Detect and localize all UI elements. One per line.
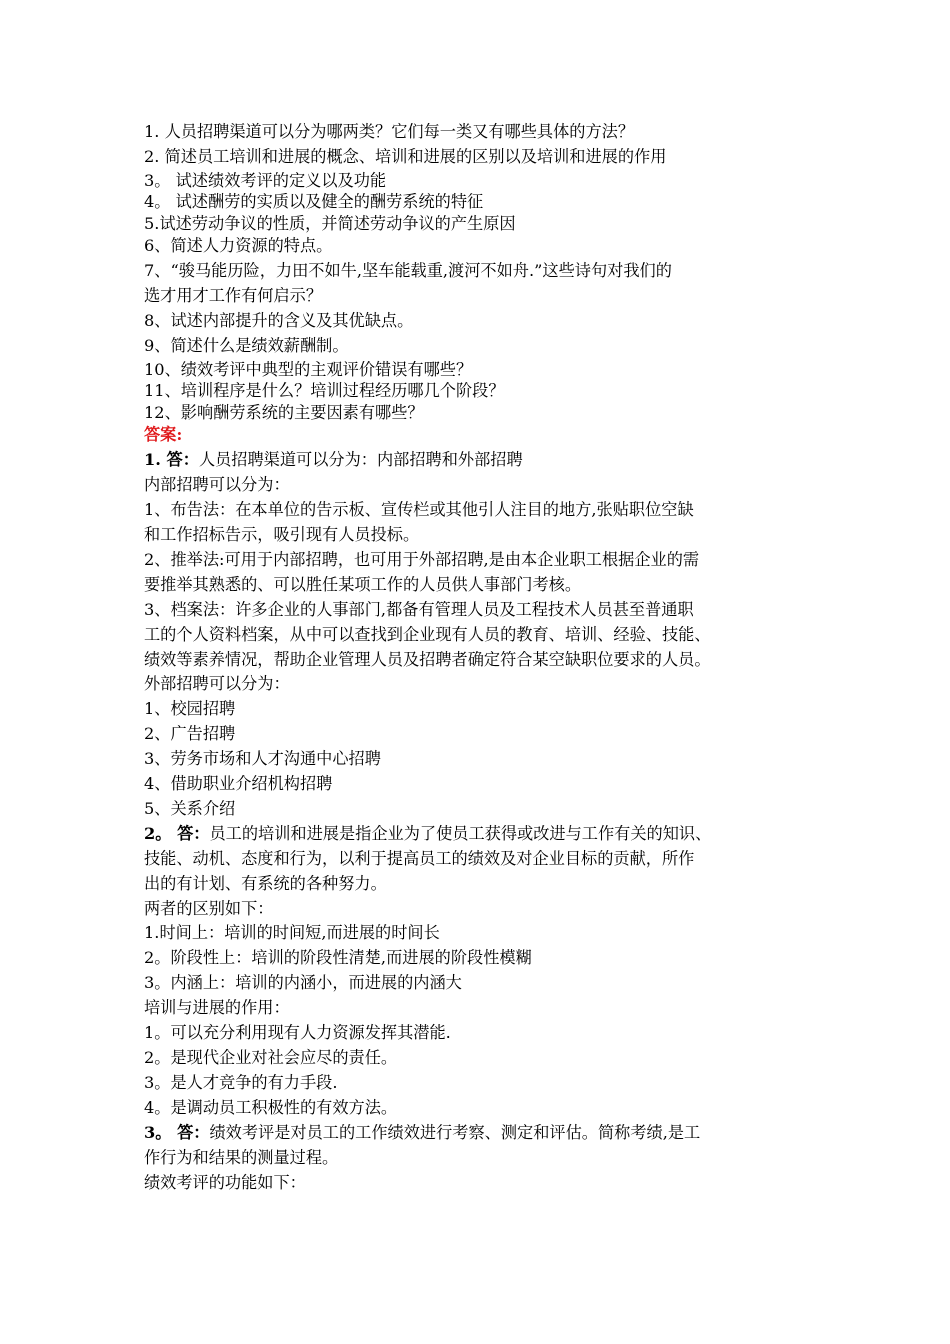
question-6: 6、简述人力资源的特点。 — [144, 236, 333, 256]
answer-1-line: 5、关系介绍 — [144, 798, 236, 818]
answer-1-line: 外部招聘可以分为： — [144, 674, 290, 694]
answer-3-text: 绩效考评是对员工的工作绩效进行考察、测定和评估。简称考绩,是工 — [209, 1122, 701, 1142]
document-page — [144, 120, 816, 1195]
answer-1-line: 1、校园招聘 — [144, 699, 236, 719]
answer-1-first-line — [144, 448, 816, 473]
answer-3 — [144, 1121, 816, 1196]
answer-1-line: 和工作招标告示，吸引现有人员投标。 — [144, 524, 420, 544]
answer-1-line: 要推举其熟悉的、可以胜任某项工作的人员供人事部门考核。 — [144, 574, 582, 594]
question-1: 1. 人员招聘渠道可以分为哪两类？它们每一类又有哪些具体的方法？ — [144, 122, 635, 141]
question-8: 8、试述内部提升的含义及其优缺点。 — [144, 311, 414, 331]
question-7-line-2: 选才用才工作有何启示？ — [144, 286, 323, 306]
answer-2-line: 2。是现代企业对社会应尽的责任。 — [144, 1048, 398, 1067]
answer-2-line: 3。是人才竞争的有力手段. — [144, 1072, 338, 1092]
answer-2-label: 2。 答： — [144, 823, 210, 843]
answer-1-line: 2、广告招聘 — [144, 724, 236, 744]
answer-1-line: 绩效等素养情况，帮助企业管理人员及招聘者确定符合某空缺职位要求的人员。 — [144, 649, 711, 669]
answer-3-label: 3。 答： — [144, 1122, 210, 1142]
question-10: 10、绩效考评中典型的主观评价错误有哪些？ — [144, 359, 473, 379]
question-4: 4。 试述酬劳的实质以及健全的酬劳系统的特征 — [144, 192, 484, 212]
question-list — [144, 120, 816, 423]
answer-1-line: 4、借助职业介绍机构招聘 — [144, 774, 333, 794]
answer-1-line: 2、推举法:可用于内部招聘，也可用于外部招聘,是由本企业职工根据企业的需 — [144, 549, 700, 569]
answers-heading: 答案: — [144, 425, 183, 445]
answer-2-line: 1.时间上：培训的时间短,而进展的时间长 — [144, 923, 440, 943]
answer-3-line: 作行为和结果的测量过程。 — [144, 1147, 339, 1167]
answer-2-line: 两者的区别如下： — [144, 898, 274, 918]
answer-2-text: 员工的培训和进展是指企业为了使员工获得或改进与工作有关的知识、 — [209, 823, 712, 843]
question-2: 2. 简述员工培训和进展的概念、培训和进展的区别以及培训和进展的作用 — [144, 146, 667, 166]
question-12: 12、影响酬劳系统的主要因素有哪些？ — [144, 402, 424, 422]
answer-1-text: 人员招聘渠道可以分为：内部招聘和外部招聘 — [198, 450, 523, 470]
answer-2-line: 出的有计划、有系统的各种努力。 — [144, 873, 387, 893]
answer-1-label: 1. 答： — [144, 450, 199, 470]
answer-2-line: 技能、动机、态度和行为，以利于提高员工的绩效及对企业目标的贡献，所作 — [144, 848, 695, 868]
answer-1-line: 1、布告法：在本单位的告示板、宣传栏或其他引人注目的地方,张贴职位空缺 — [144, 500, 694, 520]
answer-1-line: 内部招聘可以分为： — [144, 475, 290, 495]
answer-2-line: 4。是调动员工积极性的有效方法。 — [144, 1097, 398, 1117]
answer-2-line: 1。可以充分利用现有人力资源发挥其潜能. — [144, 1023, 451, 1043]
question-3: 3。 试述绩效考评的定义以及功能 — [144, 170, 387, 190]
question-11: 11、培训程序是什么？培训过程经历哪几个阶段？ — [144, 381, 505, 401]
question-9: 9、简述什么是绩效薪酬制。 — [144, 335, 349, 355]
answer-1-line: 3、劳务市场和人才沟通中心招聘 — [144, 749, 381, 769]
answer-2-line: 培训与进展的作用： — [144, 998, 290, 1018]
answer-2 — [144, 822, 816, 1121]
answer-1-line: 工的个人资料档案，从中可以查找到企业现有人员的教育、培训、经验、技能、 — [144, 624, 711, 644]
answer-2-first-line — [144, 822, 816, 847]
question-7-line-1: 7、“骏马能历险，力田不如牛,坚车能载重,渡河不如舟.”这些诗句对我们的 — [144, 261, 672, 281]
answer-1 — [144, 448, 816, 822]
answer-3-line: 绩效考评的功能如下： — [144, 1172, 306, 1192]
question-5: 5.试述劳动争议的性质，并简述劳动争议的产生原因 — [144, 213, 516, 233]
answer-1-line: 3、档案法：许多企业的人事部门,都备有管理人员及工程技术人员甚至普通职 — [144, 599, 694, 619]
answer-2-line: 3。内涵上：培训的内涵小，而进展的内涵大 — [144, 973, 462, 993]
answer-2-line: 2。阶段性上：培训的阶段性清楚,而进展的阶段性模糊 — [144, 948, 532, 968]
answer-3-first-line — [144, 1121, 816, 1146]
